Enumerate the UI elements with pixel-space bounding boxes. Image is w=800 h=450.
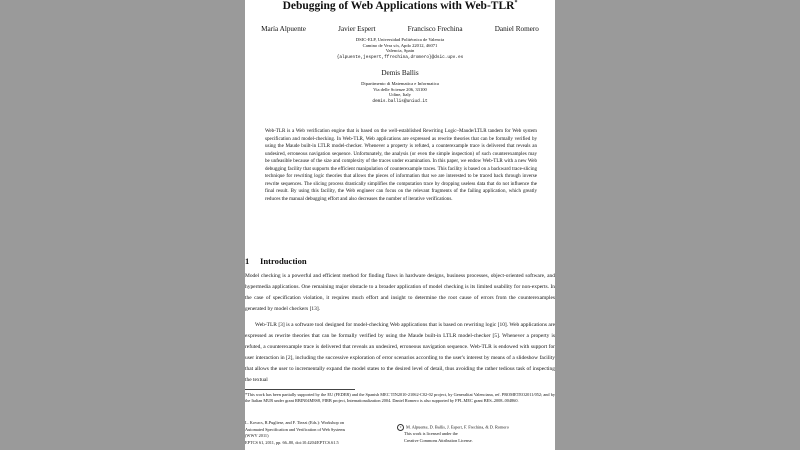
- author-name: Javier Espert: [338, 25, 376, 33]
- venue-line: Automated Specification and Verification of Web Systems: [245, 426, 346, 432]
- copyright-holders: M. Alpuente, D. Ballis, J. Espert, F. Frechina, & D. Romero: [406, 424, 509, 430]
- affiliation-street: Via delle Scienze 206, 33100: [373, 86, 427, 92]
- license-line: This work is licensed under the: [404, 431, 458, 437]
- author-list: [245, 25, 555, 33]
- affiliation-street: Camino de Vera s/n, Apdo 22012, 46071: [362, 42, 438, 48]
- affiliation-org: DSIC-ELP, Universidad Politécnica de Valencia: [355, 37, 445, 42]
- author-name: María Alpuente: [261, 25, 306, 33]
- venue-line: (WWV 2011): [245, 433, 269, 439]
- affiliation-email: demis.ballis@uniud.it: [372, 98, 428, 104]
- section-heading: [245, 256, 307, 266]
- affiliation-email: {alpuente,jespert,ffrechina,dromero}@dsic.upv.es: [336, 54, 464, 60]
- paper-page: [245, 0, 555, 450]
- affiliation-city: Valencia, Spain: [385, 48, 415, 53]
- abstract: Web-TLR is a Web verification engine that is based on the well-established Rewriting Logic–Maude/LTLR tandem for Web system specification and model-checking. In Web-TLR, Web applications are expressed as rewrite theories that can be formally verified by using the Maude built-in LTLR model-checker. Whenever a property is refuted, a counterexample trace is delivered that reveals an undesired, erroneous navigation sequence. Unfortunately, the analysis (or even the simple inspection) of such counterexamples may be unfeasible because of the size and complexity of the traces under examination. In this paper, we endow Web-TLR with a new Web debugging facility that supports the efficient manipulation of counterexample traces. This facility is based on a backward trace-slicing technique for rewriting logic theories that allows the pieces of information that we are interested to be traced back through inverse rewrite sequences. The slicing process drastically simplifies the computation trace by dropping useless data that do not influence the final result. By using this facility, the Web engineer can focus on the relevant fragments of the failing application, which greatly reduces the manual debugging effort and also decreases the number of iterative verifications.: [265, 128, 537, 202]
- title-footnote-marker: *: [514, 0, 518, 6]
- license-link[interactable]: Creative Commons Attribution License.: [404, 437, 473, 443]
- copyright-icon: c: [397, 424, 404, 431]
- intro-paragraph-1: Model checking is a powerful and efficient method for finding flaws in hardware designs, business processes, object-oriented software, and hypermedia applications. One remaining major obstacle to a broader application of model checking is its limited usability for non-experts. In the case of specification violation, it requires much effort and insight to determine the root cause of errors from the counterexamples generated by model checkers [13].: [245, 273, 555, 312]
- footnote: *This work has been partially supported by the EU (FEDER) and the Spanish MEC TIN2010-21062-C02-02 project, by Generalitat Valenciana, ref. PROMETEO2011/052; and by the Italian MUR under grant RBIN04M8S8, FIRB project, Internationalization 2004. Daniel Romero is also supported by FPI–MEC grant BES–2008–004860.: [245, 392, 555, 404]
- license-info: [397, 424, 555, 444]
- second-author-name: Demis Ballis: [381, 69, 419, 77]
- venue-info: [245, 420, 395, 446]
- venue-line: EPTCS 61, 2011, pp. 66–80, doi:10.4204/EPTCS.61.5: [245, 439, 339, 445]
- affiliation-1: [245, 37, 555, 60]
- footnote-rule: [245, 389, 355, 390]
- author-name: Francisco Frechina: [407, 25, 463, 33]
- author-name: Daniel Romero: [494, 25, 539, 33]
- section-number: 1: [245, 256, 250, 266]
- paper-title: Debugging of Web Applications with Web-TLR*: [282, 0, 518, 12]
- section-title: Introduction: [260, 256, 307, 266]
- intro-paragraph-2: Web-TLR [3] is a software tool designed for model-checking Web applications that is based on rewriting logic [10]. Web applications are expressed as rewrite theories that can be formally verified by using the Maude built-in LTLR model-checker [5]. Whenever a property is refuted, a counterexample trace is delivered that reveals an undesired, erroneous navigation sequence. Web-TLR is endowed with support for user interaction in [2], including the successive exploration of error scenarios according to the user's interest by means of a slideshow facility that allows the user to incrementally expand the model states to the desired level of detail, thus avoiding the rather tedious task of inspecting the textual: [245, 322, 555, 383]
- affiliation-org: Dipartimento di Matematica e Informatica: [361, 81, 439, 86]
- affiliation-2: [245, 81, 555, 104]
- affiliation-city: Udine, Italy: [389, 92, 411, 97]
- venue-line: L. Kovacs, R.Pugliese, and F. Tiezzi (Eds.): Workshop on: [245, 420, 345, 425]
